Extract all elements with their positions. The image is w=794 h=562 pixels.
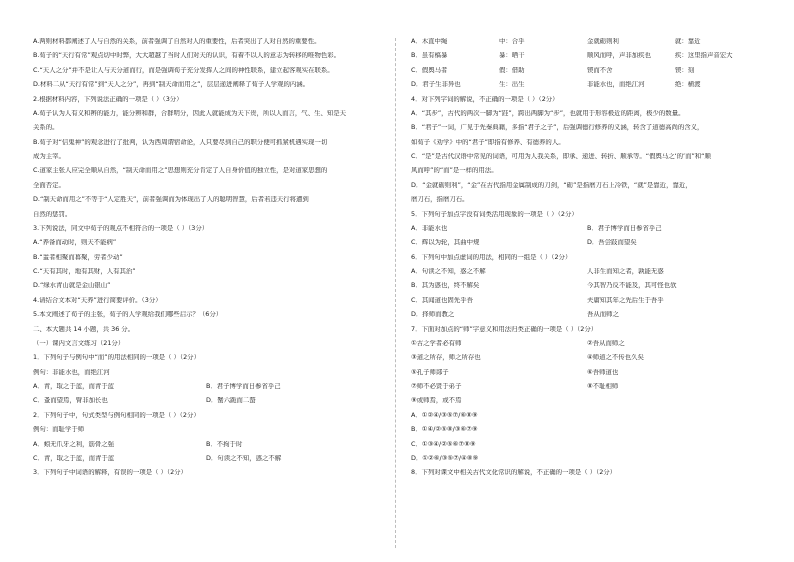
option: 今其智乃反不能及，其可怪也欤 bbox=[587, 282, 677, 290]
option-line: 成为主宰。 bbox=[33, 153, 65, 160]
option: D．吾尝跂而望矣 bbox=[587, 239, 637, 247]
right-column bbox=[411, 38, 763, 552]
option: C．其闻道也固先乎吾 bbox=[411, 296, 473, 304]
option-row bbox=[411, 225, 763, 232]
option: ⑦师不必贤于弟子 bbox=[411, 383, 462, 390]
option: C．假舆马者 bbox=[411, 66, 448, 74]
option: ①古之学者必有师 bbox=[411, 339, 462, 347]
option-line: D.“绿水青山就是金山银山” bbox=[33, 282, 111, 290]
option: A．句读之不知，惑之不解 bbox=[411, 268, 486, 275]
option-line: C.道家主张人应完全顺从自然，“制天命而用之”思想则充分肯定了人自身价值的独立性，是对道家思想的 bbox=[33, 167, 328, 175]
option-line: 磨刀石，指磨刀石。 bbox=[411, 196, 469, 204]
option: 夫庸知其年之先后生于吾乎 bbox=[587, 296, 664, 304]
option-line: B．“君子”一词，广见于先秦典籍，多指“君子之子”，后强调德行修养的义涵，转含了道德高尚的含义， bbox=[411, 124, 704, 132]
question-stem: 1．下列句子与例句中“而”的用法相同的一项是（ ）（2分） bbox=[33, 354, 200, 362]
option: ②吾从而师之 bbox=[587, 339, 625, 347]
question-stem: 4．对下列字词的解说，不正确的一项是（ ）（2分） bbox=[411, 95, 559, 103]
question-stem: 4.请结合文本对“天养”进行简要评价。（3分） bbox=[33, 296, 162, 304]
question-stem: 2．下列句子中，句式类型与例句相同的一项是（ ）（2分） bbox=[33, 411, 200, 419]
option: B．虽有槁暴 bbox=[411, 52, 448, 60]
option: B．君子博学而日参省乎己 bbox=[587, 224, 662, 232]
option-row bbox=[33, 383, 379, 390]
option-line: A．①②④/③⑤⑦/⑥⑧⑨ bbox=[411, 411, 478, 419]
option: A．非能水也 bbox=[411, 224, 448, 232]
option: D．句读之不知，惑之不解 bbox=[206, 454, 282, 462]
option-line: C.“天有其时，地有其财，人有其治” bbox=[33, 268, 136, 275]
option: 人非生而知之者，孰能无惑 bbox=[587, 268, 664, 275]
section-heading: 二、本大题共 14 小题，共 36 分。 bbox=[33, 325, 135, 333]
option-line: D.材料二从“天行有常”到“天人之分”，再到“制天命而用之”，层层递进阐释了荀子人学观的内涵。 bbox=[33, 81, 310, 89]
option-line: 自然的惩罚。 bbox=[33, 210, 72, 218]
option: 非能水也，而绝江河 bbox=[587, 81, 645, 89]
option: A．蚓无爪牙之利，筋骨之强 bbox=[33, 440, 115, 448]
option: B．不拘于时 bbox=[206, 440, 243, 448]
option-line: B．①④/②⑤⑧/③⑥⑦⑨ bbox=[411, 426, 478, 434]
option: A．木直中绳 bbox=[411, 38, 448, 45]
option-row bbox=[411, 340, 763, 347]
option-line: A.“养备而动时，则天不能病” bbox=[33, 239, 117, 247]
option-row bbox=[33, 397, 379, 404]
section-subheading: （一）课内文言文练习（21分） bbox=[33, 339, 125, 347]
option-row bbox=[411, 383, 763, 390]
option-row bbox=[411, 268, 763, 275]
question-stem: 8．下列对课文中相关古代文化常识的解说，不正确的一项是（ ）（2分） bbox=[411, 469, 617, 477]
option-line: A.荀子认为人有义和辨的能力，能分辨和群，合群明分，因此人就能成为天下贵，所以人而言，气、生、知是天 bbox=[33, 109, 347, 117]
option-line: 如荀子《劝学》中的“君子”即指有修养、有德养的人。 bbox=[411, 138, 565, 146]
option-row bbox=[411, 239, 763, 246]
option-line: ⑨或师焉，或不焉 bbox=[411, 397, 462, 405]
option: 中：合乎 bbox=[499, 38, 525, 45]
option: C．辉以为轮，其曲中规 bbox=[411, 239, 480, 247]
question-stem: 3.下列说法，同文中荀子的观点不相符合的一项是（ ）（3分） bbox=[33, 224, 209, 232]
option: B．其为惑也，终不解矣 bbox=[411, 282, 480, 290]
option-row bbox=[411, 297, 763, 304]
option-line: C.“天人之分”并不是让人与天分道而行，而是强调荀子充分发挥人之间的神性联系，建立起客观实在联系。 bbox=[33, 66, 334, 74]
option-row bbox=[411, 282, 763, 289]
option-row bbox=[411, 52, 763, 59]
option-row bbox=[33, 455, 379, 462]
option-line: A.两则材料都阐述了人与自然的关系，前者强调了自然对人的重要性，后者突出了人对自然的重要性。 bbox=[33, 38, 321, 45]
option: 暴：晒干 bbox=[499, 52, 525, 60]
option: D．君子生非异也 bbox=[411, 81, 461, 89]
question-stem: 3．下列句子中词语的解释，有误的一项是（ ）（2分） bbox=[33, 469, 187, 477]
option: ⑤孔子师郯子 bbox=[411, 368, 449, 376]
option: 假：借助 bbox=[499, 66, 525, 74]
option: ③道之所存，师之所存也 bbox=[411, 354, 481, 362]
option-row bbox=[411, 369, 763, 376]
question-stem: 5.本文阐述了荀子的主张，荀子的人学观给我们哪些启示？（6分） bbox=[33, 311, 223, 319]
option: 生：出生 bbox=[499, 81, 525, 89]
option-line: 全面否定。 bbox=[33, 181, 65, 189]
option: 锲而不舍 bbox=[587, 66, 613, 74]
option: C．青，取之于蓝，而青于蓝 bbox=[33, 454, 115, 462]
option: ④师道之不传也久矣 bbox=[587, 354, 644, 362]
option: D．择师而教之 bbox=[411, 311, 455, 319]
example-sentence: 例句：而耻学于师 bbox=[33, 426, 85, 434]
option-row bbox=[411, 38, 763, 45]
option: ⑥吾师道也 bbox=[587, 368, 619, 376]
option-row bbox=[33, 441, 379, 448]
option-line: C．①③④/②⑤⑥⑦⑧⑨ bbox=[411, 440, 476, 448]
option: D．蟹六跪而二螯 bbox=[206, 397, 256, 405]
option: 锲：刻 bbox=[675, 66, 695, 74]
option-line: D．“金就砺则利”，“金”在古代指用金属制成的刀剑，“砺”是指磨刀石上冷铁，“就”是靠近，靠近， bbox=[411, 181, 692, 189]
option: C．蚤而望焉，臂非加长也 bbox=[33, 397, 108, 405]
question-stem: 5．下列句子加点字没有词类活用现象的一项是（ ）（2分） bbox=[411, 210, 578, 218]
option-row bbox=[411, 81, 763, 88]
left-column bbox=[33, 38, 379, 552]
option-line: B.“蚩者相聚而暮聚，劳者少动” bbox=[33, 253, 123, 261]
example-sentence: 例句：非能水也，而绝江河 bbox=[33, 368, 110, 376]
option-row bbox=[411, 354, 763, 361]
option-line: 关系的。 bbox=[33, 124, 59, 132]
option-line: D．①②⑥/③⑤⑦/④⑧⑨ bbox=[411, 454, 479, 462]
option-line: A．“其步”，古代的两次一脚为“跬”，跨出两脚为“步”，也就用于形容极近的距离，极少的数量。 bbox=[411, 109, 685, 117]
option: A．青，取之于蓝，而青于蓝 bbox=[33, 383, 115, 390]
option: ⑧不耻相师 bbox=[587, 383, 619, 390]
column-divider bbox=[395, 38, 396, 548]
option-row bbox=[411, 67, 763, 74]
option: 吾从而师之 bbox=[587, 311, 619, 319]
option: 金就砺则利 bbox=[587, 38, 619, 45]
option-line: C．“是”是古代汉语中常见的词语，可用为人我关系，即承、递进、转折、顺承等。“假舆马之‘的’而”和“顺 bbox=[411, 153, 711, 160]
question-stem: 6．下列句中加点虚词的用法，相同的一组是（ ）（2分） bbox=[411, 253, 572, 261]
option: 绝：横渡 bbox=[675, 81, 701, 89]
option-line: B.荀子对“信鬼神”的观念进行了批判，认为西周谓宿命论，人只要尽到自己的职分便可抓紧机遇实现一切 bbox=[33, 138, 328, 146]
option-line: B.荀子的“天行有常”观点切中时弊，大大超越了当时人们对天的认识，有着不以人的意志为转移的唯物色彩。 bbox=[33, 52, 341, 60]
option: 顺风而呼，声非加疾也 bbox=[587, 52, 651, 60]
question-stem: 7．下面对加点的“师”字意义和用法归类正确的一项是（ ）（2分） bbox=[411, 325, 598, 333]
option: B．君子博学而日参省乎己 bbox=[206, 383, 281, 390]
option: 就：靠近 bbox=[675, 38, 701, 45]
option-line: 风而呼”的“而”是一样的用法。 bbox=[411, 167, 498, 175]
option-line: D.“制天命而用之”不等于“人定胜天”，前者强调而为体现出了人的聪明智慧，后者若违天行将遭到 bbox=[33, 196, 309, 204]
question-stem: 2.根据材料内容，下列说法正确的一项是（ ）（3分） bbox=[33, 95, 183, 103]
option-row bbox=[411, 311, 763, 318]
option: 疾：这里指声音宏大 bbox=[675, 52, 733, 60]
